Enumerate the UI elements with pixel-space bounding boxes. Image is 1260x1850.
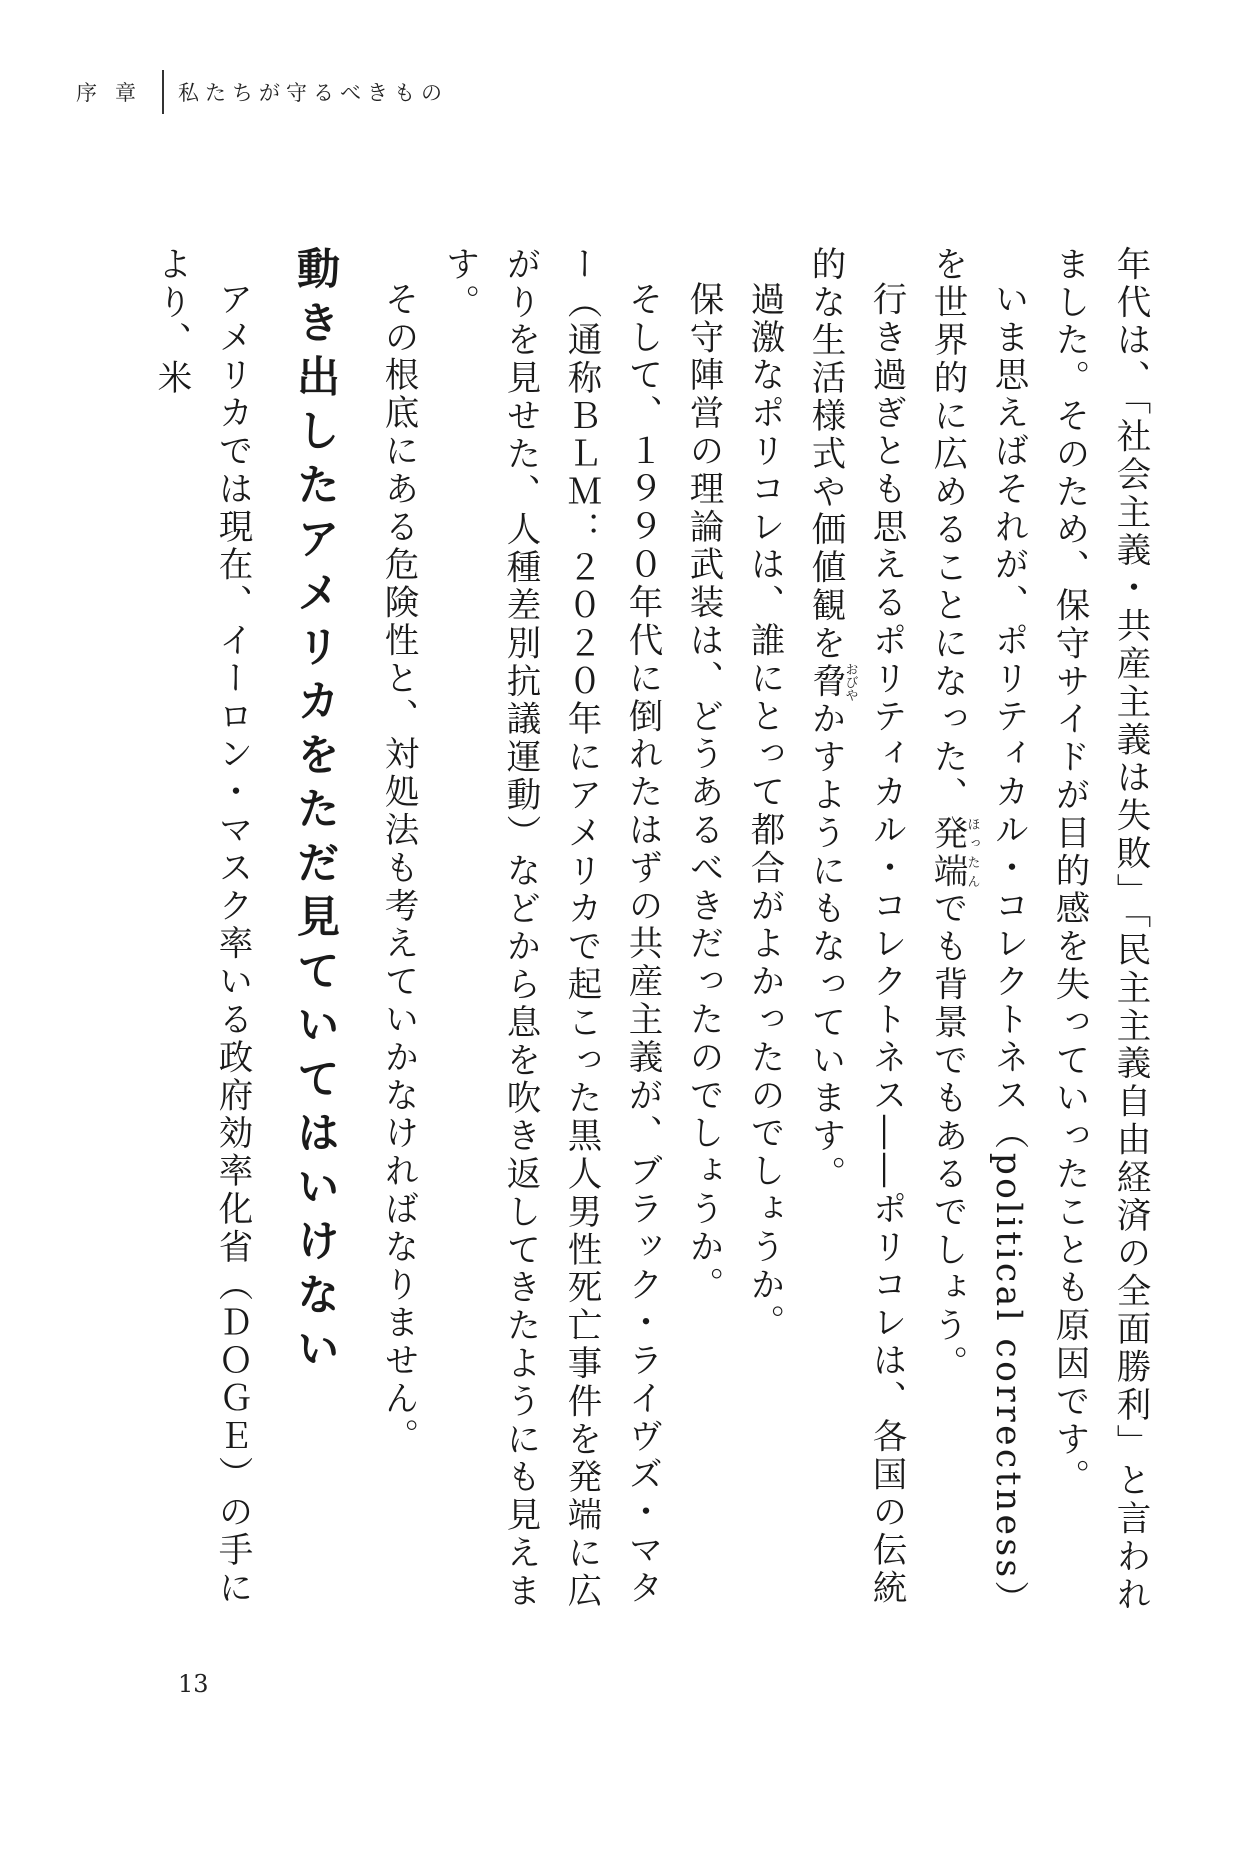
paragraph-5: 保守陣営の理論武装は、どうあるべきだったのでしょうか。 — [683, 280, 723, 1304]
paragraph-2-text-b: でも背景でもあるでしょう。 — [927, 890, 967, 1384]
page-number: 13 — [178, 1670, 209, 1698]
header-divider — [162, 70, 164, 114]
ruby-obiya: 脅おびや — [805, 662, 858, 702]
paragraph-2-text-a: いま思えばそれが、ポリティカル・コレクトネス（political correctness）を世界的に広めることになった、 — [927, 246, 1028, 1618]
paragraph-8: アメリカでは現在、イーロン・マスク率いる政府効率化省（ＤＯＧＥ）の手により、米 — [151, 246, 252, 1607]
ruby-hottan: 発端ほったん — [927, 814, 980, 891]
chapter-label: 序章 — [76, 81, 154, 105]
paragraph-3 — [794, 246, 916, 1626]
paragraph-3-text-b: かすようにもなっています。 — [805, 700, 845, 1194]
paragraph-3-text-a: 行き過ぎとも思えるポリティカル・コレクトネス――ポリコレは、各国の伝統的な生活様式や価値観を — [805, 246, 906, 1607]
paragraph-1: 年代は、「社会主義・共産主義は失敗」「民主主義自由経済の全面勝利」と言われました。そのため、保守サイドが目的感を失っていったことも原因です。 — [1049, 246, 1150, 1614]
paragraph-2 — [916, 246, 1038, 1626]
running-header — [76, 70, 448, 114]
paragraph-6: そして、１９９０年代に倒れたはずの共産主義が、ブラック・ライヴズ・マター（通称ＢＬＭ：２０２０年にアメリカで起こった黒人男性死亡事件を発端に広がりを見せた、人種差別抗議運動）などから息を吹き返してきたようにも見えます。 — [439, 246, 662, 1611]
section-heading: 動き出したアメリカをただ見ていてはいけない — [290, 246, 340, 1380]
paragraph-4: 過激なポリコレは、誰にとって都合がよかったのでしょうか。 — [744, 280, 784, 1342]
body-text — [140, 246, 1160, 1626]
chapter-title: 私たちが守るべきもの — [178, 81, 448, 105]
paragraph-7: その根底にある危険性と、対処法も考えていかなければなりません。 — [378, 280, 418, 1456]
